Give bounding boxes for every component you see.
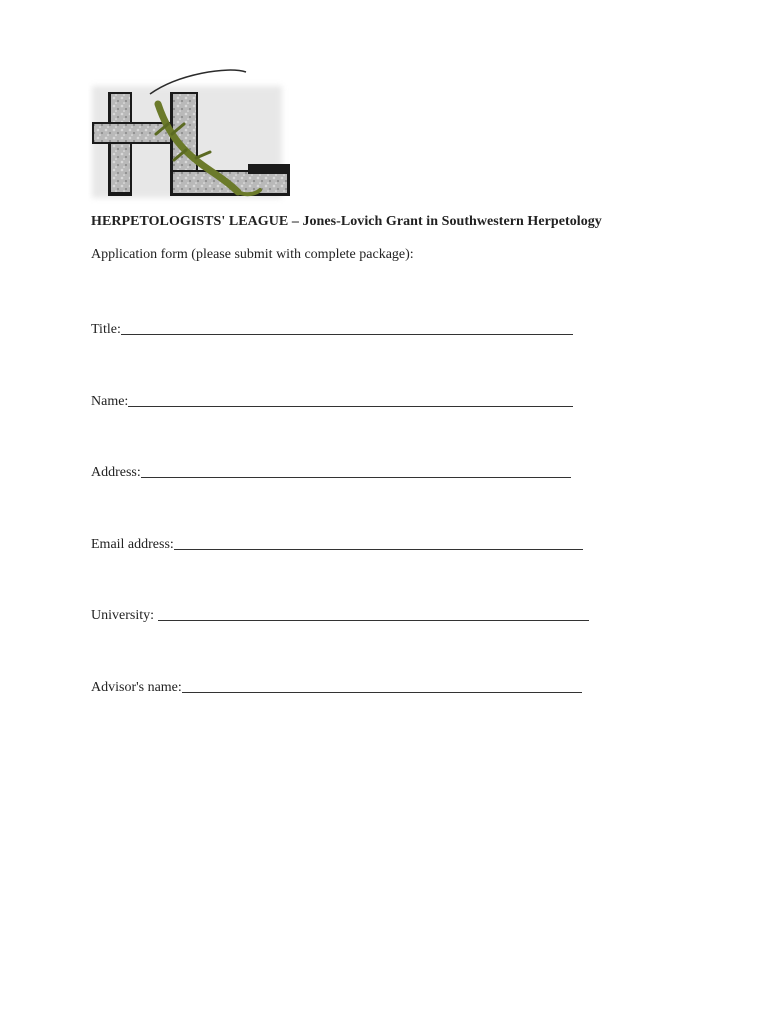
email-label: Email address:	[91, 537, 174, 552]
form-instructions: Application form (please submit with complete package):	[91, 247, 414, 262]
title-label: Title:	[91, 322, 121, 337]
university-label: University:	[91, 608, 158, 623]
form-heading: HERPETOLOGISTS' LEAGUE – Jones-Lovich Grant in Southwestern Herpetology	[91, 214, 602, 229]
address-field[interactable]	[91, 461, 571, 481]
address-label: Address:	[91, 465, 141, 480]
university-field[interactable]	[91, 604, 589, 624]
university-blank[interactable]	[158, 606, 589, 621]
address-blank[interactable]	[141, 463, 571, 478]
name-field[interactable]	[91, 390, 573, 410]
email-field[interactable]	[91, 533, 583, 553]
name-blank[interactable]	[128, 392, 573, 407]
title-field[interactable]	[91, 318, 573, 338]
title-blank[interactable]	[121, 320, 573, 335]
email-blank[interactable]	[174, 535, 583, 550]
hl-logo	[88, 64, 298, 204]
advisor-name-label: Advisor's name:	[91, 680, 182, 695]
advisor-name-blank[interactable]	[182, 678, 582, 693]
advisor-name-field[interactable]	[91, 676, 582, 696]
name-label: Name:	[91, 394, 129, 409]
